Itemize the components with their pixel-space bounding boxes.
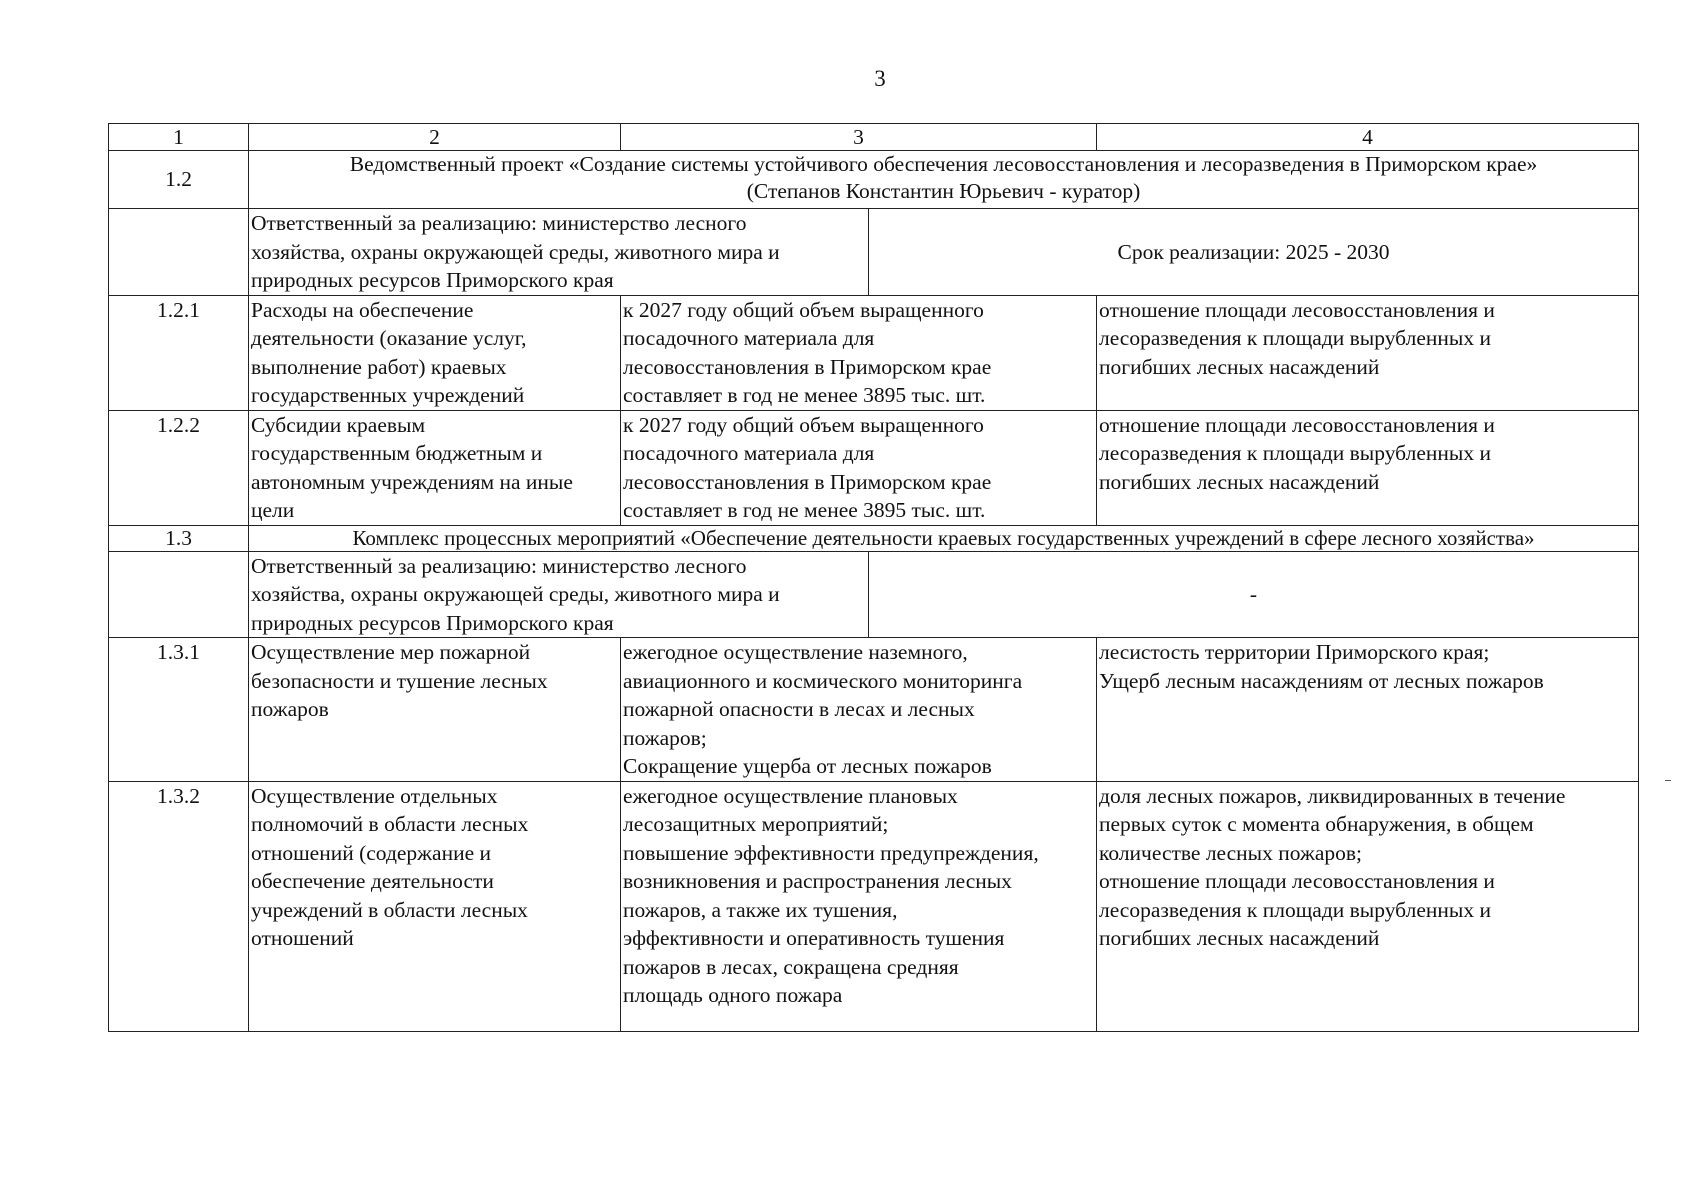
row-number: 1.2.2 [109, 410, 249, 525]
indicator-cell [1097, 295, 1639, 410]
section-title-text: Ведомственный проект «Создание системы устойчивого обеспечения лесовосстановления и лесоразведения в Приморском крае» (Степанов Константин Юрьевич - куратор) [349, 152, 1538, 203]
task-text: Субсидии краевым государственным бюджетным и автономным учреждениям на иные цели [251, 412, 573, 522]
empty-cell [109, 209, 249, 296]
section-number: 1.2 [109, 151, 249, 209]
section-title [249, 525, 1639, 551]
column-header-1: 1 [109, 124, 249, 151]
result-text: ежегодное осуществление наземного, авиационного и космического мониторинга пожарной опасности в лесах и лесных пожаров; Сокращение ущерба от лесных пожаров [623, 640, 1023, 778]
table-header-row [109, 124, 1639, 151]
task-cell [249, 781, 621, 1031]
indicator-text: отношение площади лесовосстановления и лесоразведения к площади вырубленных и погибших лесных насаждений [1099, 297, 1495, 379]
result-text: к 2027 году общий объем выращенного посадочного материала для лесовосстановления в Приморском крае составляет в год не менее 3895 тыс. шт. [623, 297, 992, 407]
result-cell [621, 638, 1097, 782]
indicator-cell [1097, 410, 1639, 525]
table-row [109, 410, 1639, 525]
responsible-row [109, 209, 1639, 296]
result-cell [621, 295, 1097, 410]
result-cell [621, 781, 1097, 1031]
indicator-text: доля лесных пожаров, ликвидированных в течение первых суток с момента обнаружения, в общем количестве лесных пожаров; отношение площади лесовосстановления и лесоразведения к площади вырубленных и погибших лесных насаждений [1099, 783, 1566, 950]
row-number: 1.2.1 [109, 295, 249, 410]
indicator-text: отношение площади лесовосстановления и лесоразведения к площади вырубленных и погибших лесных насаждений [1099, 412, 1495, 494]
section-title-row [109, 525, 1639, 551]
margin-mark [1665, 780, 1671, 781]
program-table [108, 123, 1639, 1032]
table-row [109, 295, 1639, 410]
page-number: 3 [874, 66, 886, 91]
responsible-cell [249, 209, 869, 296]
result-cell [621, 410, 1097, 525]
section-title-row [109, 151, 1639, 209]
section-title [249, 151, 1639, 209]
task-cell [249, 410, 621, 525]
row-number: 1.3.1 [109, 638, 249, 782]
table-row [109, 781, 1639, 1031]
empty-cell [109, 551, 249, 638]
task-text: Осуществление мер пожарной безопасности и тушение лесных пожаров [251, 640, 548, 721]
indicator-cell [1097, 638, 1639, 782]
term-cell: - [869, 551, 1639, 638]
result-text: ежегодное осуществление плановых лесозащитных мероприятий; повышение эффективности предупреждения, возникновения и распространения лесных пожаров, а также их тушения, эффективности и оперативность тушения пожаров в лесах, сокращена средняя площадь одного пожара [623, 783, 1039, 1007]
responsible-text: Ответственный за реализацию: министерство лесного хозяйства, охраны окружающей среды, животного мира и природных ресурсов Приморского края [251, 553, 780, 635]
responsible-text: Ответственный за реализацию: министерство лесного хозяйства, охраны окружающей среды, животного мира и природных ресурсов Приморского края [251, 211, 780, 292]
task-text: Расходы на обеспечение деятельности (оказание услуг, выполнение работ) краевых государственных учреждений [251, 297, 527, 407]
task-cell [249, 638, 621, 782]
section-title-text: Комплекс процессных мероприятий «Обеспечение деятельности краевых государственных учреждений в сфере лесного хозяйства» [352, 525, 1535, 550]
result-text: к 2027 году общий объем выращенного посадочного материала для лесовосстановления в Приморском крае составляет в год не менее 3895 тыс. шт. [623, 412, 992, 522]
column-header-2: 2 [249, 124, 621, 151]
table-row [109, 638, 1639, 782]
term-cell: Срок реализации: 2025 - 2030 [869, 209, 1639, 296]
indicator-text: лесистость территории Приморского края; Ущерб лесным насаждениям от лесных пожаров [1099, 640, 1544, 693]
responsible-cell [249, 551, 869, 638]
column-header-3: 3 [621, 124, 1097, 151]
indicator-cell [1097, 781, 1639, 1031]
responsible-row [109, 551, 1639, 638]
task-text: Осуществление отдельных полномочий в области лесных отношений (содержание и обеспечение деятельности учреждений в области лесных отношений [251, 783, 529, 950]
task-cell [249, 295, 621, 410]
row-number: 1.3.2 [109, 781, 249, 1031]
column-header-4: 4 [1097, 124, 1639, 151]
section-number: 1.3 [109, 525, 249, 551]
